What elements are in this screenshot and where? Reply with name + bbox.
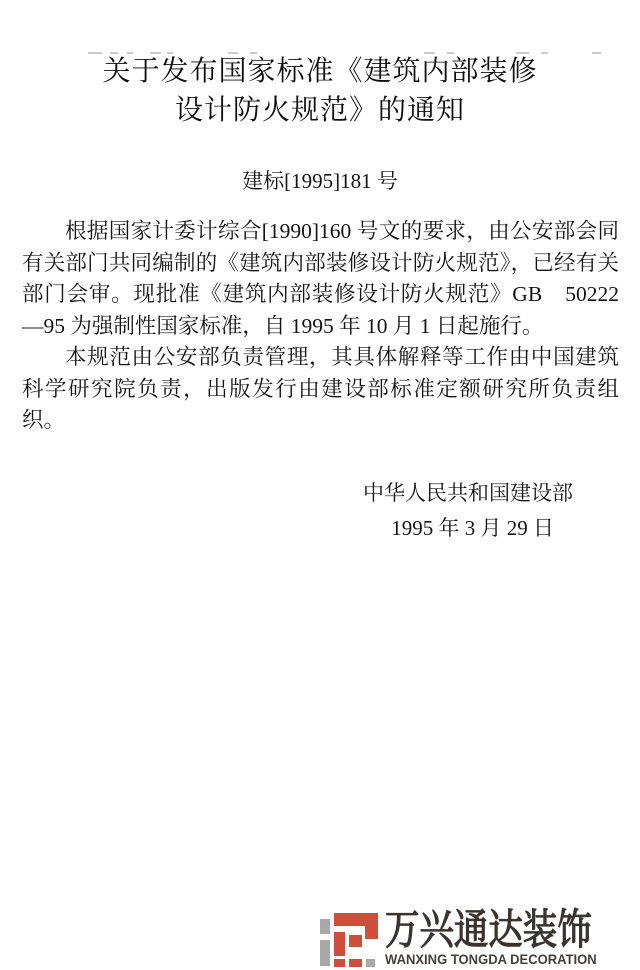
issue-date: 1995 年 3 月 29 日 xyxy=(391,515,554,540)
wanxing-tongda-logo-icon xyxy=(320,912,378,967)
notice-title-line2: 设计防火规范》的通知 xyxy=(174,95,465,126)
document-number: 建标[1995]181 号 xyxy=(242,169,398,193)
notice-title xyxy=(0,52,640,130)
watermark-logo-name-cn: 万兴通达装饰 xyxy=(384,906,592,953)
watermark-logo-name-en: WANXING TONGDA DECORATION xyxy=(384,951,597,967)
body-paragraph: 本规范由公安部负责管理，其具体解释等工作由中国建筑科学研究院负责，出版发行由建设部标准定额研究所负责组织。 xyxy=(22,345,619,432)
notice-body xyxy=(22,216,619,437)
document-page xyxy=(0,52,640,967)
body-paragraph: 根据国家计委计综合[1990]160 号文的要求，由公安部会同有关部门共同编制的《建筑内部装修设计防火规范》，已经有关部门会审。现批准《建筑内部装修设计防火规范》GB 50222—95 为强制性国家标准，自 1995 年 10 月 1 日起施行。 xyxy=(22,219,619,338)
notice-title-line1: 关于发布国家标准《建筑内部装修 xyxy=(102,56,538,87)
issuing-authority: 中华人民共和国建设部 xyxy=(363,480,573,505)
signature-block xyxy=(0,482,640,540)
cut-off-text-remnant xyxy=(0,52,640,56)
